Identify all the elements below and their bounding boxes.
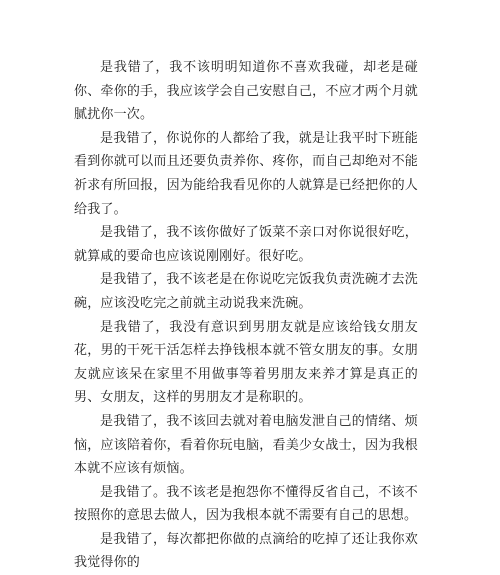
paragraph-partial: 是我错了，每次都把你做的点滴给的吃掉了还让我你欢我觉得你的 [74, 531, 418, 571]
paragraph: 是我错了，我不该回去就对着电脑发泄自己的情绪、烦恼，应该陪着你，看着你玩电脑，看美少女战士，因为我根本就不应该有烦恼。 [74, 413, 418, 477]
document-body [74, 56, 418, 575]
paragraph: 是我错了，我不该你做好了饭菜不亲口对你说很好吃，就算咸的要命也应该说刚刚好。很好吃。 [74, 225, 418, 264]
paragraph: 是我错了，我不该明明知道你不喜欢我碰，却老是碰你、牵你的手，我应该学会自己安慰自己，不应才两个月就腻扰你一次。 [74, 60, 418, 123]
paragraph: 是我错了，你说你的人都给了我，就是让我平时下班能看到你就可以而且还要负责养你、疼你，而自己却绝对不能祈求有所回报，因为能给我看见你的人就算是已经把你的人给我了。 [74, 130, 418, 217]
paragraph: 是我错了，我不该老是在你说吃完饭我负责洗碗才去洗碗，应该没吃完之前就主动说我来洗碗。 [74, 272, 418, 311]
paragraph: 是我错了。我不该老是抱怨你不懂得反省自己，不该不按照你的意思去做人，因为我根本就不需要有自己的思想。 [74, 484, 418, 524]
paragraph: 是我错了，我没有意识到男朋友就是应该给钱女朋友花，男的干死干活怎样去挣钱根本就不管女朋友的事。女朋友就应该呆在家里不用做事等着男朋友来养才算是真正的男、女朋友，这样的男朋友才是称职的。 [74, 319, 418, 406]
